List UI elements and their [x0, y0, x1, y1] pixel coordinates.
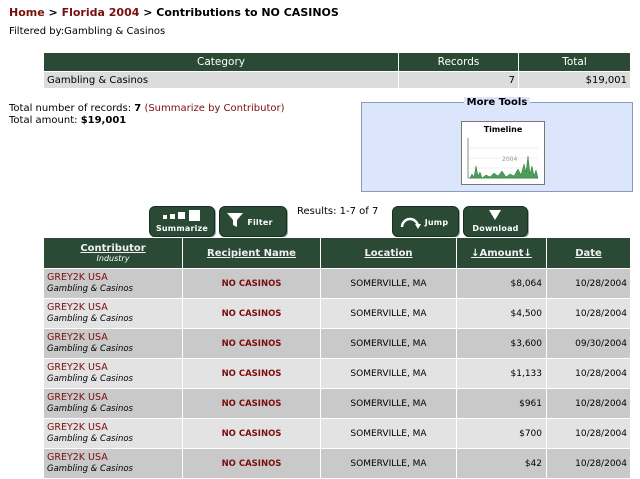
table-row [44, 449, 631, 479]
records-header: Records [399, 53, 519, 72]
column-recipient[interactable] [183, 238, 321, 269]
breadcrumb-separator: > [143, 6, 153, 19]
table-row [44, 269, 631, 299]
contributor-cell [44, 389, 183, 419]
contributor-header-link[interactable]: Contributor [80, 243, 146, 254]
industry-text: Gambling & Casinos [47, 434, 133, 444]
table-row [44, 359, 631, 389]
more-tools-title: More Tools [464, 97, 531, 108]
recipient-cell [183, 419, 321, 449]
date-cell: 10/28/2004 [547, 359, 631, 389]
recipient-cell [183, 449, 321, 479]
contributor-link[interactable]: GREY2K USA [47, 392, 108, 403]
recipient-cell [183, 299, 321, 329]
timeline-label: Timeline [483, 125, 523, 134]
date-header-link[interactable]: Date [575, 247, 602, 259]
recipient-cell [183, 269, 321, 299]
recipient-link[interactable]: NO CASINOS [221, 458, 282, 469]
contributor-cell [44, 449, 183, 479]
date-cell: 10/28/2004 [547, 449, 631, 479]
contributor-link[interactable]: GREY2K USA [47, 422, 108, 433]
breadcrumb-separator: > [48, 6, 58, 19]
contributor-cell [44, 419, 183, 449]
contributor-cell [44, 329, 183, 359]
industry-subheader: Industry [96, 254, 130, 263]
breadcrumb-current: Contributions to NO CASINOS [156, 6, 339, 19]
filter-label: Filter [247, 218, 273, 227]
summarize-button[interactable] [149, 206, 215, 237]
industry-text: Gambling & Casinos [47, 404, 133, 414]
timeline-chart-icon [466, 136, 540, 180]
date-cell: 10/28/2004 [547, 419, 631, 449]
recipient-cell [183, 329, 321, 359]
industry-text: Gambling & Casinos [47, 344, 133, 354]
recipient-cell [183, 389, 321, 419]
amount-cell: $961 [457, 389, 547, 419]
recipient-link[interactable]: NO CASINOS [221, 308, 282, 319]
location-cell: SOMERVILLE, MA [321, 359, 457, 389]
category-header: Category [44, 53, 399, 72]
contributor-link[interactable]: GREY2K USA [47, 302, 108, 313]
records-count-value: 7 [134, 103, 142, 114]
more-tools-panel [361, 97, 633, 192]
download-button[interactable] [463, 206, 528, 237]
download-label: Download [472, 224, 519, 233]
summarize-icon [162, 209, 202, 223]
amount-cell: $3,600 [457, 329, 547, 359]
contributor-cell [44, 359, 183, 389]
results-count: Results: 1-7 of 7 [297, 206, 379, 217]
amount-cell: $1,133 [457, 359, 547, 389]
total-header: Total [519, 53, 631, 72]
location-cell: SOMERVILLE, MA [321, 419, 457, 449]
contributor-link[interactable]: GREY2K USA [47, 362, 108, 373]
records-count-label: Total number of records: [9, 103, 132, 114]
table-row [44, 389, 631, 419]
download-arrow-icon [488, 209, 502, 221]
contributor-link[interactable]: GREY2K USA [47, 272, 108, 283]
table-row [44, 419, 631, 449]
column-date[interactable] [547, 238, 631, 269]
location-cell: SOMERVILLE, MA [321, 449, 457, 479]
amount-cell: $700 [457, 419, 547, 449]
amount-cell: $8,064 [457, 269, 547, 299]
industry-text: Gambling & Casinos [47, 464, 133, 474]
date-cell: 10/28/2004 [547, 299, 631, 329]
location-cell: SOMERVILLE, MA [321, 299, 457, 329]
contributions-rows [44, 269, 631, 479]
date-cell: 10/28/2004 [547, 389, 631, 419]
totals-summary [9, 103, 285, 127]
category-cell: Gambling & Casinos [44, 72, 399, 89]
contributor-cell [44, 269, 183, 299]
breadcrumb-home-link[interactable]: Home [9, 6, 45, 19]
location-header-link[interactable]: Location [364, 247, 413, 259]
location-cell: SOMERVILLE, MA [321, 329, 457, 359]
contributor-cell [44, 299, 183, 329]
contributions-table [43, 237, 631, 479]
column-location[interactable] [321, 238, 457, 269]
summarize-by-contributor-link[interactable]: (Summarize by Contributor) [144, 103, 285, 114]
recipient-cell [183, 359, 321, 389]
location-cell: SOMERVILLE, MA [321, 269, 457, 299]
recipient-link[interactable]: NO CASINOS [221, 368, 282, 379]
table-row [44, 329, 631, 359]
total-cell: $19,001 [519, 72, 631, 89]
location-cell: SOMERVILLE, MA [321, 389, 457, 419]
date-cell: 10/28/2004 [547, 269, 631, 299]
contributor-link[interactable]: GREY2K USA [47, 452, 108, 463]
table-row [44, 299, 631, 329]
summarize-label: Summarize [155, 224, 209, 233]
industry-text: Gambling & Casinos [47, 284, 133, 294]
amount-cell: $4,500 [457, 299, 547, 329]
column-contributor[interactable] [44, 238, 183, 269]
industry-text: Gambling & Casinos [47, 374, 133, 384]
total-amount-label: Total amount: [9, 115, 78, 126]
jump-label: Jump [424, 218, 449, 227]
contributor-link[interactable]: GREY2K USA [47, 332, 108, 343]
filter-description: Filtered by:Gambling & Casinos [9, 26, 166, 37]
recipient-link[interactable]: NO CASINOS [221, 398, 282, 409]
recipient-link[interactable]: NO CASINOS [221, 338, 282, 349]
records-cell: 7 [399, 72, 519, 89]
recipient-link[interactable]: NO CASINOS [221, 428, 282, 439]
breadcrumb [9, 6, 339, 19]
jump-button[interactable] [392, 206, 459, 237]
breadcrumb-state-link[interactable]: Florida 2004 [61, 6, 140, 19]
date-cell: 09/30/2004 [547, 329, 631, 359]
filter-button[interactable] [219, 206, 287, 237]
recipient-link[interactable]: NO CASINOS [221, 278, 282, 289]
total-amount-value: $19,001 [80, 115, 127, 126]
industry-text: Gambling & Casinos [47, 314, 133, 324]
category-table [43, 52, 631, 89]
recipient-header-link[interactable]: Recipient Name [207, 247, 296, 259]
amount-header-link[interactable]: ↓Amount↓ [471, 247, 532, 259]
timeline-thumbnail[interactable] [461, 121, 545, 185]
column-amount[interactable] [457, 238, 547, 269]
amount-cell: $42 [457, 449, 547, 479]
timeline-year-label: 2004 [502, 156, 518, 163]
